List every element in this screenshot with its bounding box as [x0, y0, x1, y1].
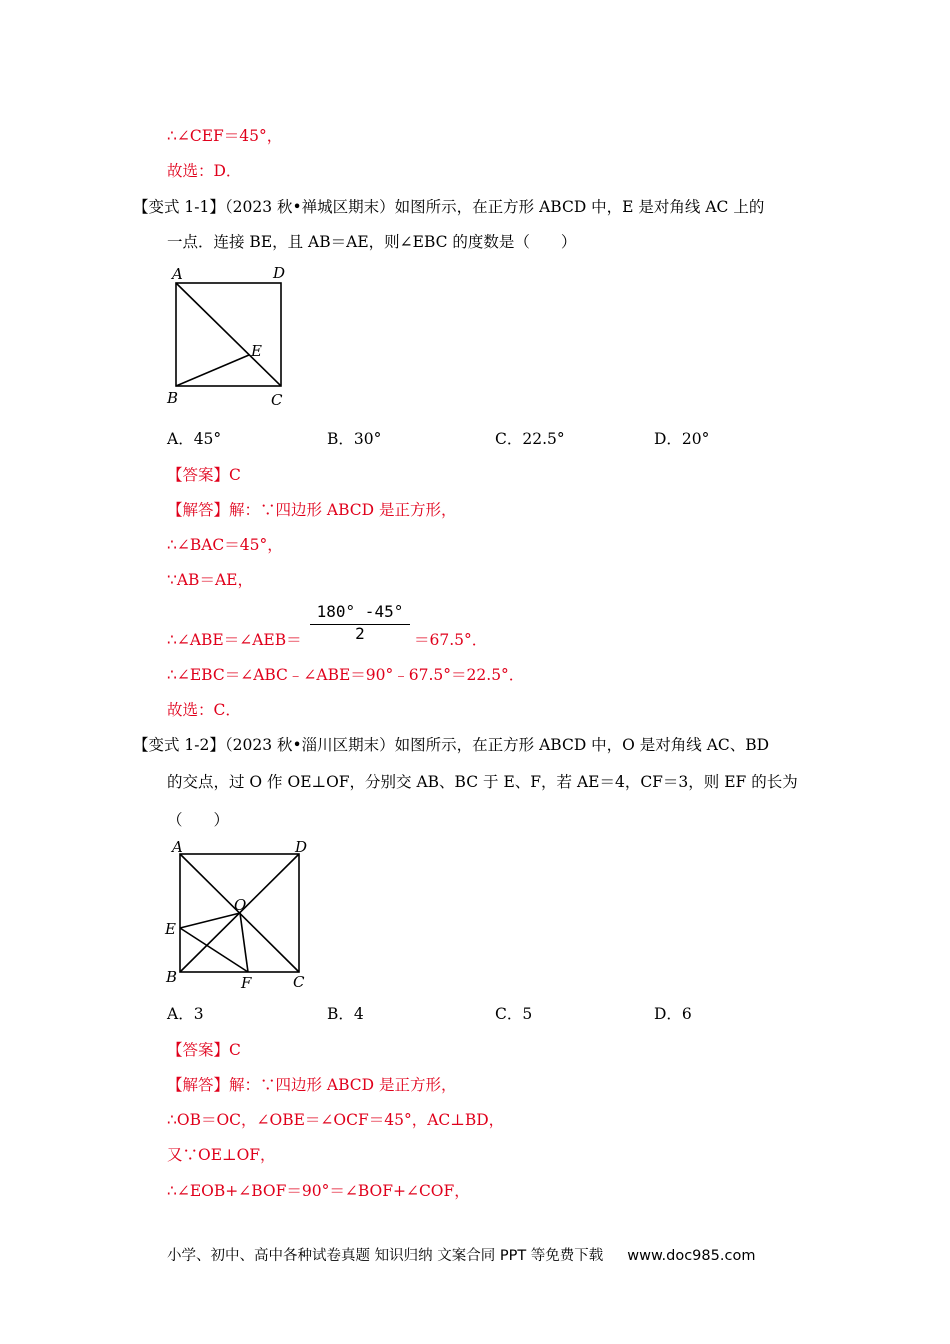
label-f: F	[241, 974, 252, 992]
option-a: A．45°	[167, 430, 222, 448]
question-text-line3: （ ）	[167, 811, 230, 829]
option-b: B．30°	[327, 430, 382, 448]
label-e: E	[251, 342, 262, 360]
option-d: D．20°	[654, 430, 710, 448]
option-d: D．6	[654, 1005, 692, 1023]
solution-line: 【解答】解：∵四边形 ABCD 是正方形，	[167, 501, 457, 519]
solution-line: ∴∠EOB+∠BOF＝90°＝∠BOF+∠COF，	[167, 1182, 470, 1200]
answer-line: 【答案】C	[167, 1041, 241, 1059]
solution-line: ∴∠BAC＝45°，	[167, 536, 283, 554]
solution-line: ＝67.5°．	[414, 631, 488, 649]
question-1-2	[133, 735, 769, 755]
question-text: （2023 秋•淄川区期末）如图所示，在正方形 ABCD 中，O 是对角线 AC、BD	[224, 736, 770, 754]
answer-line: 【答案】C	[167, 466, 241, 484]
segment-be	[176, 355, 249, 386]
segment-of	[240, 913, 248, 972]
question-text-line2: 一点．连接 BE，且 AB＝AE，则∠EBC 的度数是（ ）	[167, 233, 577, 251]
solution-line: ∵AB＝AE，	[167, 571, 253, 589]
label-b: B	[167, 389, 179, 407]
label-o: O	[234, 896, 247, 914]
question-tag: 【变式 1-1】	[133, 198, 225, 216]
fraction-numerator: 180° -45°	[316, 602, 404, 621]
solution-line: 【解答】解：∵四边形 ABCD 是正方形，	[167, 1076, 457, 1094]
page-footer	[167, 1244, 755, 1265]
option-c: C．22.5°	[495, 430, 565, 448]
label-c: C	[271, 391, 283, 409]
question-text-line2: 的交点，过 O 作 OE⊥OF，分别交 AB、BC 于 E、F，若 AE＝4，CF＝3，则 EF 的长为	[167, 773, 798, 791]
option-c: C．5	[495, 1005, 533, 1023]
label-d: D	[295, 838, 308, 856]
question-1-1	[133, 197, 764, 217]
fraction-denominator: 2	[355, 624, 365, 643]
square-figure-2	[160, 836, 320, 996]
prev-solution-line: ∴∠CEF＝45°，	[167, 127, 283, 145]
question-tag: 【变式 1-2】	[133, 736, 225, 754]
question-text: （2023 秋•禅城区期末）如图所示，在正方形 ABCD 中，E 是对角线 AC 上的	[224, 198, 765, 216]
diagonal-ac	[176, 283, 281, 386]
label-d: D	[273, 264, 286, 282]
solution-line: ∴∠EBC＝∠ABC﹣∠ABE＝90°﹣67.5°＝22.5°．	[167, 666, 525, 684]
solution-line: ∴OB＝OC，∠OBE＝∠OCF＝45°，AC⊥BD，	[167, 1111, 505, 1129]
solution-line: ∴∠ABE＝∠AEB＝	[167, 631, 302, 649]
segment-ef	[180, 928, 248, 972]
prev-choice-line: 故选：D．	[167, 162, 242, 180]
label-e: E	[165, 920, 176, 938]
option-b: B．4	[327, 1005, 364, 1023]
footer-text: 小学、初中、高中各种试卷真题 知识归纳 文案合同 PPT 等免费下载	[167, 1248, 604, 1264]
label-b: B	[166, 968, 178, 986]
option-a: A．3	[167, 1005, 204, 1023]
square-figure-1	[160, 260, 300, 412]
label-c: C	[293, 973, 305, 991]
label-a: A	[172, 838, 183, 856]
footer-url[interactable]: www.doc985.com	[627, 1248, 756, 1264]
solution-line: 又∵OE⊥OF，	[167, 1146, 276, 1164]
choice-line: 故选：C．	[167, 701, 241, 719]
label-a: A	[172, 265, 183, 283]
fraction	[310, 602, 410, 650]
